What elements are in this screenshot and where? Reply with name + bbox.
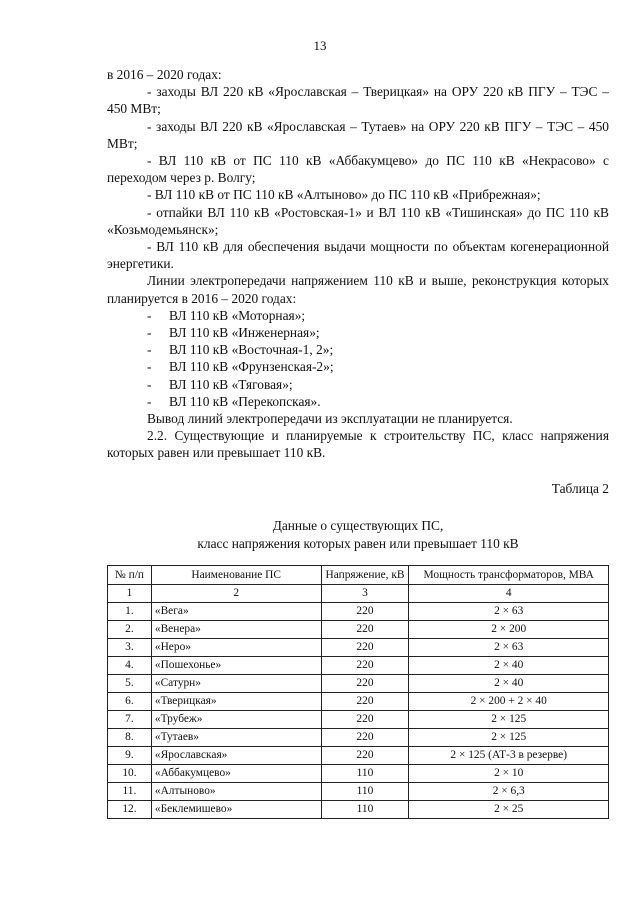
row-voltage: 220	[321, 639, 409, 657]
row-power: 2 × 200	[409, 621, 609, 639]
table-row	[108, 747, 609, 765]
table-row	[108, 765, 609, 783]
row-name: «Венера»	[151, 621, 321, 639]
reconstruction-list	[107, 307, 609, 410]
row-power: 2 × 200 + 2 × 40	[409, 693, 609, 711]
row-power: 2 × 125 (АТ-3 в резерве)	[409, 747, 609, 765]
row-voltage: 220	[321, 747, 409, 765]
row-power: 2 × 63	[409, 603, 609, 621]
table-row	[108, 711, 609, 729]
list-item-text: ВЛ 110 кВ «Фрунзенская-2»;	[169, 359, 334, 375]
row-voltage: 220	[321, 729, 409, 747]
table-row	[108, 657, 609, 675]
row-num: 4.	[108, 657, 152, 675]
row-voltage: 220	[321, 603, 409, 621]
row-voltage: 220	[321, 675, 409, 693]
paragraph-intro: в 2016 – 2020 годах:	[107, 67, 222, 82]
row-name: «Вега»	[151, 603, 321, 621]
row-voltage: 220	[321, 711, 409, 729]
table-title	[107, 517, 609, 552]
row-num: 8.	[108, 729, 152, 747]
table-row	[108, 693, 609, 711]
page-number: 13	[313, 38, 327, 53]
row-num: 7.	[108, 711, 152, 729]
row-name: «Пошехонье»	[151, 657, 321, 675]
row-name: «Сатурн»	[151, 675, 321, 693]
row-name: «Беклемишево»	[151, 801, 321, 819]
row-voltage: 110	[321, 765, 409, 783]
row-name: «Неро»	[151, 639, 321, 657]
row-num: 2.	[108, 621, 152, 639]
row-name: «Тверицкая»	[151, 693, 321, 711]
paragraph-item: - ВЛ 110 кВ для обеспечения выдачи мощности по объектам когенерационной энергетики.	[107, 239, 609, 272]
table-index-row	[108, 585, 609, 603]
header-power: Мощность трансформаторов, МВА	[409, 566, 609, 585]
list-item: - ВЛ 110 кВ «Инженерная»;	[147, 325, 320, 341]
index-cell: 1	[108, 585, 152, 603]
list-item-text: ВЛ 110 кВ «Инженерная»;	[169, 325, 320, 341]
paragraph-item: - заходы ВЛ 220 кВ «Ярославская – Тутаев» на ОРУ 220 кВ ПГУ – ТЭС – 450 МВт;	[107, 118, 609, 151]
list-item-text: ВЛ 110 кВ «Восточная-1, 2»;	[169, 342, 334, 358]
header-num: № п/п	[108, 566, 152, 585]
table-row	[108, 603, 609, 621]
section-heading-2-2: 2.2. Существующие и планируемые к строительству ПС, класс напряжения которых равен или превышает 110 кВ.	[107, 428, 609, 461]
row-num: 1.	[108, 603, 152, 621]
table-title-line: Данные о существующих ПС,	[272, 518, 444, 533]
index-cell: 3	[321, 585, 409, 603]
table-row	[108, 639, 609, 657]
list-item-text: ВЛ 110 кВ «Тяговая»;	[169, 376, 293, 392]
table-row	[108, 783, 609, 801]
table-row	[108, 621, 609, 639]
header-name: Наименование ПС	[151, 566, 321, 585]
row-voltage: 110	[321, 783, 409, 801]
list-item: - ВЛ 110 кВ «Перекопская».	[147, 393, 321, 409]
list-item: - ВЛ 110 кВ «Моторная»;	[147, 307, 306, 323]
paragraph-item: - ВЛ 110 кВ от ПС 110 кВ «Аббакумцево» до ПС 110 кВ «Некрасово» с переходом через р. Волгу;	[107, 153, 609, 186]
row-name: «Тутаев»	[151, 729, 321, 747]
list-item: - ВЛ 110 кВ «Фрунзенская-2»;	[147, 359, 334, 375]
paragraph-item: - ВЛ 110 кВ от ПС 110 кВ «Алтыново» до ПС 110 кВ «Прибрежная»;	[147, 187, 541, 203]
paragraph-item: - отпайки ВЛ 110 кВ «Ростовская-1» и ВЛ 110 кВ «Тишинская» до ПС 110 кВ «Козьмодемьянск»;	[107, 204, 609, 237]
list-item: - ВЛ 110 кВ «Восточная-1, 2»;	[147, 342, 334, 358]
table-header-row	[108, 566, 609, 585]
paragraph-reconstruction-intro: Линии электропередачи напряжением 110 кВ и выше, реконструкция которых планируется в 2016 – 2020 годах:	[107, 273, 609, 306]
document-body	[107, 66, 609, 462]
row-num: 12.	[108, 801, 152, 819]
table-row	[108, 801, 609, 819]
row-num: 3.	[108, 639, 152, 657]
row-name: «Аббакумцево»	[151, 765, 321, 783]
row-num: 6.	[108, 693, 152, 711]
row-num: 5.	[108, 675, 152, 693]
table-row	[108, 675, 609, 693]
index-cell: 2	[151, 585, 321, 603]
row-voltage: 220	[321, 621, 409, 639]
row-voltage: 220	[321, 693, 409, 711]
table-row	[108, 729, 609, 747]
header-voltage: Напряжение, кВ	[321, 566, 409, 585]
row-num: 10.	[108, 765, 152, 783]
row-power: 2 × 125	[409, 729, 609, 747]
list-item: - ВЛ 110 кВ «Тяговая»;	[147, 376, 293, 392]
row-power: 2 × 40	[409, 657, 609, 675]
row-name: «Алтыново»	[151, 783, 321, 801]
row-power: 2 × 125	[409, 711, 609, 729]
row-name: «Трубеж»	[151, 711, 321, 729]
substations-table	[107, 565, 609, 819]
row-power: 2 × 63	[409, 639, 609, 657]
index-cell: 4	[409, 585, 609, 603]
paragraph-no-decommission: Вывод линий электропередачи из эксплуатации не планируется.	[147, 411, 513, 427]
table-title-line: класс напряжения которых равен или превышает 110 кВ	[197, 535, 519, 551]
table-label: Таблица 2	[551, 481, 609, 496]
row-num: 11.	[108, 783, 152, 801]
row-power: 2 × 40	[409, 675, 609, 693]
row-name: «Ярославская»	[151, 747, 321, 765]
list-item-text: ВЛ 110 кВ «Моторная»;	[169, 307, 306, 323]
row-power: 2 × 10	[409, 765, 609, 783]
row-power: 2 × 6,3	[409, 783, 609, 801]
row-voltage: 220	[321, 657, 409, 675]
row-voltage: 110	[321, 801, 409, 819]
list-item-text: ВЛ 110 кВ «Перекопская».	[169, 393, 321, 409]
row-num: 9.	[108, 747, 152, 765]
paragraph-item: - заходы ВЛ 220 кВ «Ярославская – Тверицкая» на ОРУ 220 кВ ПГУ – ТЭС – 450 МВт;	[107, 84, 609, 117]
row-power: 2 × 25	[409, 801, 609, 819]
